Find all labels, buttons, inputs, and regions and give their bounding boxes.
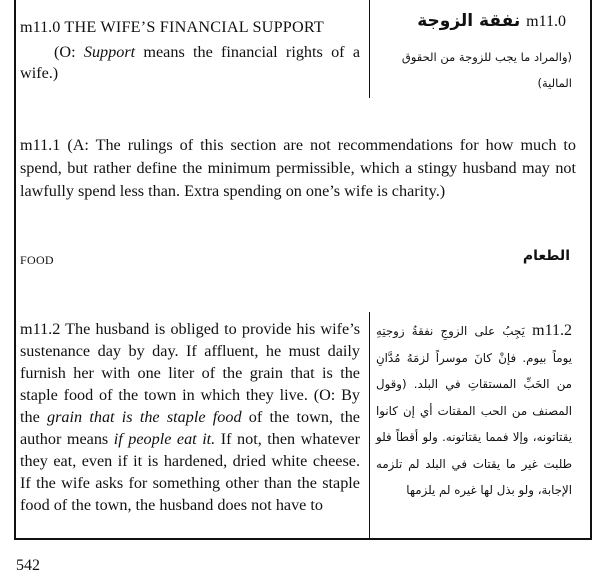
ruling-paragraph xyxy=(20,134,576,203)
arabic-section-ref: m11.0 xyxy=(526,13,566,30)
paragraph-term1: grain that is the staple food xyxy=(47,408,242,426)
section-ref: m11.0 xyxy=(20,18,61,36)
note-rest: means the financial rights of a wife.) xyxy=(20,43,361,82)
column-divider-bottom xyxy=(369,312,370,540)
paragraph-part1: The husband is obliged to provide his wife’s sustenance day by day. If affluent, he must daily furnish her with one liter of the grain that is the staple food of the town in which they live. (O: By the xyxy=(20,320,360,426)
arabic-section-title: نفقة الزوجة xyxy=(417,11,521,31)
arabic-paragraph-body xyxy=(376,318,572,504)
page-number: 542 xyxy=(16,557,40,574)
arabic-paragraph-text: يَجِبُ على الزوجِ نفقةُ زوجتِهِ يوماً بيوم. فإنْ كانَ موسراً لزمَهُ مُدَّانِ من الحَبِّ المستقاتِ في البلد. (وقول المصنف من الحب المقتات أي إن كانوا يقتاتونه، وإلا فمما يقتاتونه. ولو أقطاً فلو طلبت غير ما يقتات في البلد لم تلزمه الإجابة، ولو بذل لها غيره لم يلزمها xyxy=(376,324,572,497)
arabic-section-heading xyxy=(376,11,572,31)
arabic-paragraph-ref: m11.2 xyxy=(532,322,572,339)
column-divider-top xyxy=(369,0,370,98)
arabic-section-note: (والمراد ما يجب للزوجة من الحقوق المالية) xyxy=(401,50,572,90)
paragraph-term2: if people eat it. xyxy=(113,430,216,448)
section-note xyxy=(20,42,360,84)
section-title: THE WIFE’S FINANCIAL SUPPORT xyxy=(64,18,324,36)
paragraph-ref: m11.2 xyxy=(20,320,61,338)
paragraph-body xyxy=(20,318,360,516)
section-heading xyxy=(20,17,360,38)
ruling-text: (A: The rulings of this section are not recommendations for how much to spend, but rather define the minimum permissible, which a stingy husband may not lawfully spend less than. Extra spending on one’s wife is charity.) xyxy=(20,136,576,200)
note-prefix: (O: xyxy=(54,43,84,61)
paragraph-part3: If not, then whatever they eat, even if it is hardened, dried white cheese. If the wife asks for something other than the staple food of the town, the husband does not have to xyxy=(20,430,360,514)
subheading-food: FOOD xyxy=(20,253,54,267)
ruling-ref: m11.1 xyxy=(20,136,61,154)
paragraph-part2: of the town, the author means xyxy=(20,408,360,448)
arabic-subheading-food: الطعام xyxy=(522,248,570,264)
note-term: Support xyxy=(83,43,136,61)
